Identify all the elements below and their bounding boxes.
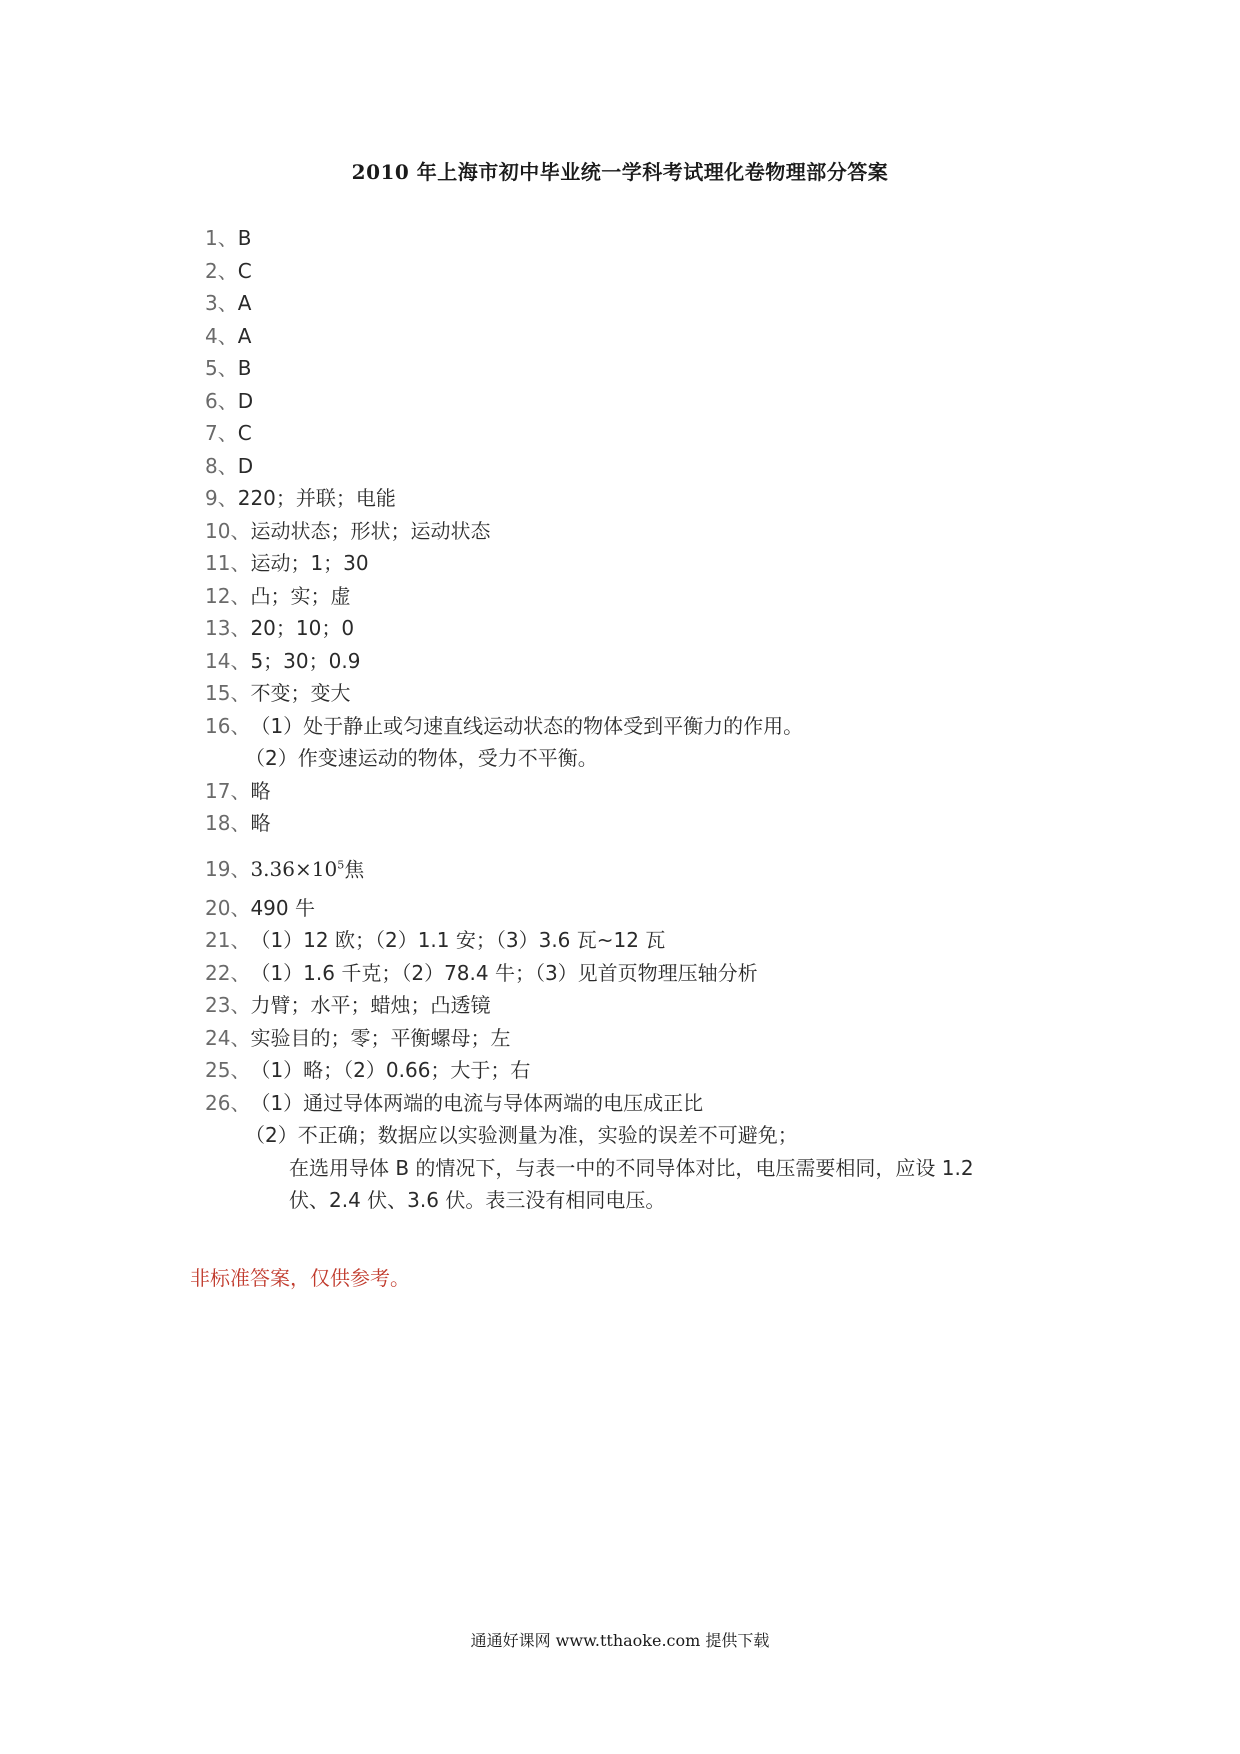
answer-text: D [237, 388, 254, 413]
answer-text: 略 [250, 811, 271, 835]
page-title: 2010 年上海市初中毕业统一学科考试理化卷物理部分答案 [351, 160, 889, 184]
answer-text: B [237, 356, 252, 380]
answer-number: 14、 [205, 648, 251, 673]
answer-number: 4、 [205, 323, 238, 348]
list-item [205, 677, 1035, 710]
answer-number: 3、 [205, 291, 238, 315]
answer-number: 23、 [205, 993, 251, 1017]
list-item [205, 1087, 1035, 1120]
answer-number: 8、 [205, 453, 238, 478]
answer-text: （1）略；（2）0.66；大于；右 [250, 1058, 531, 1082]
answer-number: 12、 [205, 583, 251, 608]
answer-text: B [237, 226, 252, 250]
answer-text: （1）1.6 千克；（2）78.4 牛；（3）见首页物理压轴分析 [250, 960, 758, 985]
answer-formula [250, 857, 344, 881]
list-item [205, 482, 1035, 515]
answer-number: 26、 [205, 1090, 251, 1115]
list-item [205, 547, 1035, 580]
answer-text: 5；30；0.9 [250, 648, 361, 673]
formula-base: 3.36×10 [250, 857, 338, 882]
answer-list [205, 222, 1035, 1217]
answer-text: 凸；实；虚 [250, 583, 351, 608]
answer-number: 10、 [205, 518, 251, 543]
list-item [205, 807, 1035, 840]
list-item [205, 320, 1035, 353]
list-item [205, 612, 1035, 645]
answer-number: 11、 [205, 551, 251, 575]
answer-text: （2）作变速运动的物体，受力不平衡。 [245, 746, 598, 770]
list-item [205, 989, 1035, 1022]
list-item [205, 1022, 1035, 1055]
formula-exponent: 5 [337, 858, 345, 872]
list-item [205, 1054, 1035, 1087]
list-item-continuation [205, 1184, 1035, 1217]
answer-text: 力臂；水平；蜡烛；凸透镜 [250, 993, 491, 1017]
list-item [205, 255, 1035, 288]
answer-text: 220；并联；电能 [237, 486, 396, 510]
answer-text: C [237, 421, 252, 445]
list-item-continuation [205, 1152, 1035, 1185]
answer-number: 6、 [205, 388, 238, 413]
answer-text: （1）通过导体两端的电流与导体两端的电压成正比 [250, 1090, 704, 1115]
page-footer: 通通好课网 www.tthaoke.com 提供下载 [470, 1631, 770, 1650]
answer-text: 实验目的；零；平衡螺母；左 [250, 1025, 511, 1050]
answer-text: 20；10；0 [250, 616, 355, 640]
answer-text: A [237, 291, 252, 315]
list-item [205, 580, 1035, 613]
answer-number: 9、 [205, 486, 238, 510]
answer-number: 1、 [205, 226, 238, 250]
answer-text: 在选用导体 B 的情况下，与表一中的不同导体对比，电压需要相同，应设 1.2 [289, 1155, 974, 1180]
answer-number: 5、 [205, 356, 238, 380]
answer-number: 13、 [205, 616, 251, 640]
answer-text: （1）12 欧；（2）1.1 安；（3）3.6 瓦~12 瓦 [250, 928, 666, 952]
answer-text: 运动；1；30 [250, 551, 369, 575]
answer-number: 15、 [205, 681, 251, 705]
answer-text: D [237, 453, 254, 478]
answer-text: C [237, 258, 252, 283]
answer-text: 略 [250, 778, 271, 803]
list-item [205, 892, 1035, 925]
answer-number: 22、 [205, 960, 251, 985]
answer-number: 24、 [205, 1025, 251, 1050]
list-item-continuation [205, 1119, 1035, 1152]
list-item [205, 924, 1035, 957]
answer-number: 18、 [205, 811, 251, 835]
answer-unit: 焦 [344, 857, 365, 882]
list-item [205, 710, 1035, 743]
list-item [205, 957, 1035, 990]
list-item [205, 417, 1035, 450]
list-item-continuation [205, 742, 1035, 775]
list-item [205, 287, 1035, 320]
list-item [205, 515, 1035, 548]
list-item [205, 450, 1035, 483]
list-item [205, 222, 1035, 255]
answer-text: 伏、2.4 伏、3.6 伏。表三没有相同电压。 [289, 1188, 666, 1212]
answer-number: 19、 [205, 857, 251, 882]
list-item [205, 385, 1035, 418]
answer-number: 2、 [205, 258, 238, 283]
answer-number: 16、 [205, 713, 251, 738]
list-item [205, 352, 1035, 385]
answer-number: 7、 [205, 421, 238, 445]
answer-text: 490 牛 [250, 895, 315, 920]
answer-number: 17、 [205, 778, 251, 803]
list-item [205, 775, 1035, 808]
disclaimer-note: 非标准答案，仅供参考。 [190, 1266, 410, 1290]
answer-text: A [237, 323, 252, 348]
answer-text: 不变；变大 [250, 681, 351, 705]
list-item [205, 840, 1035, 892]
answer-number: 20、 [205, 895, 251, 920]
answer-text: 运动状态；形状；运动状态 [250, 518, 491, 543]
answer-text: （2）不正确；数据应以实验测量为准，实验的误差不可避免； [245, 1123, 798, 1147]
list-item [205, 645, 1035, 678]
answer-number: 25、 [205, 1058, 251, 1082]
answer-text: （1）处于静止或匀速直线运动状态的物体受到平衡力的作用。 [250, 713, 804, 738]
answer-number: 21、 [205, 928, 251, 952]
